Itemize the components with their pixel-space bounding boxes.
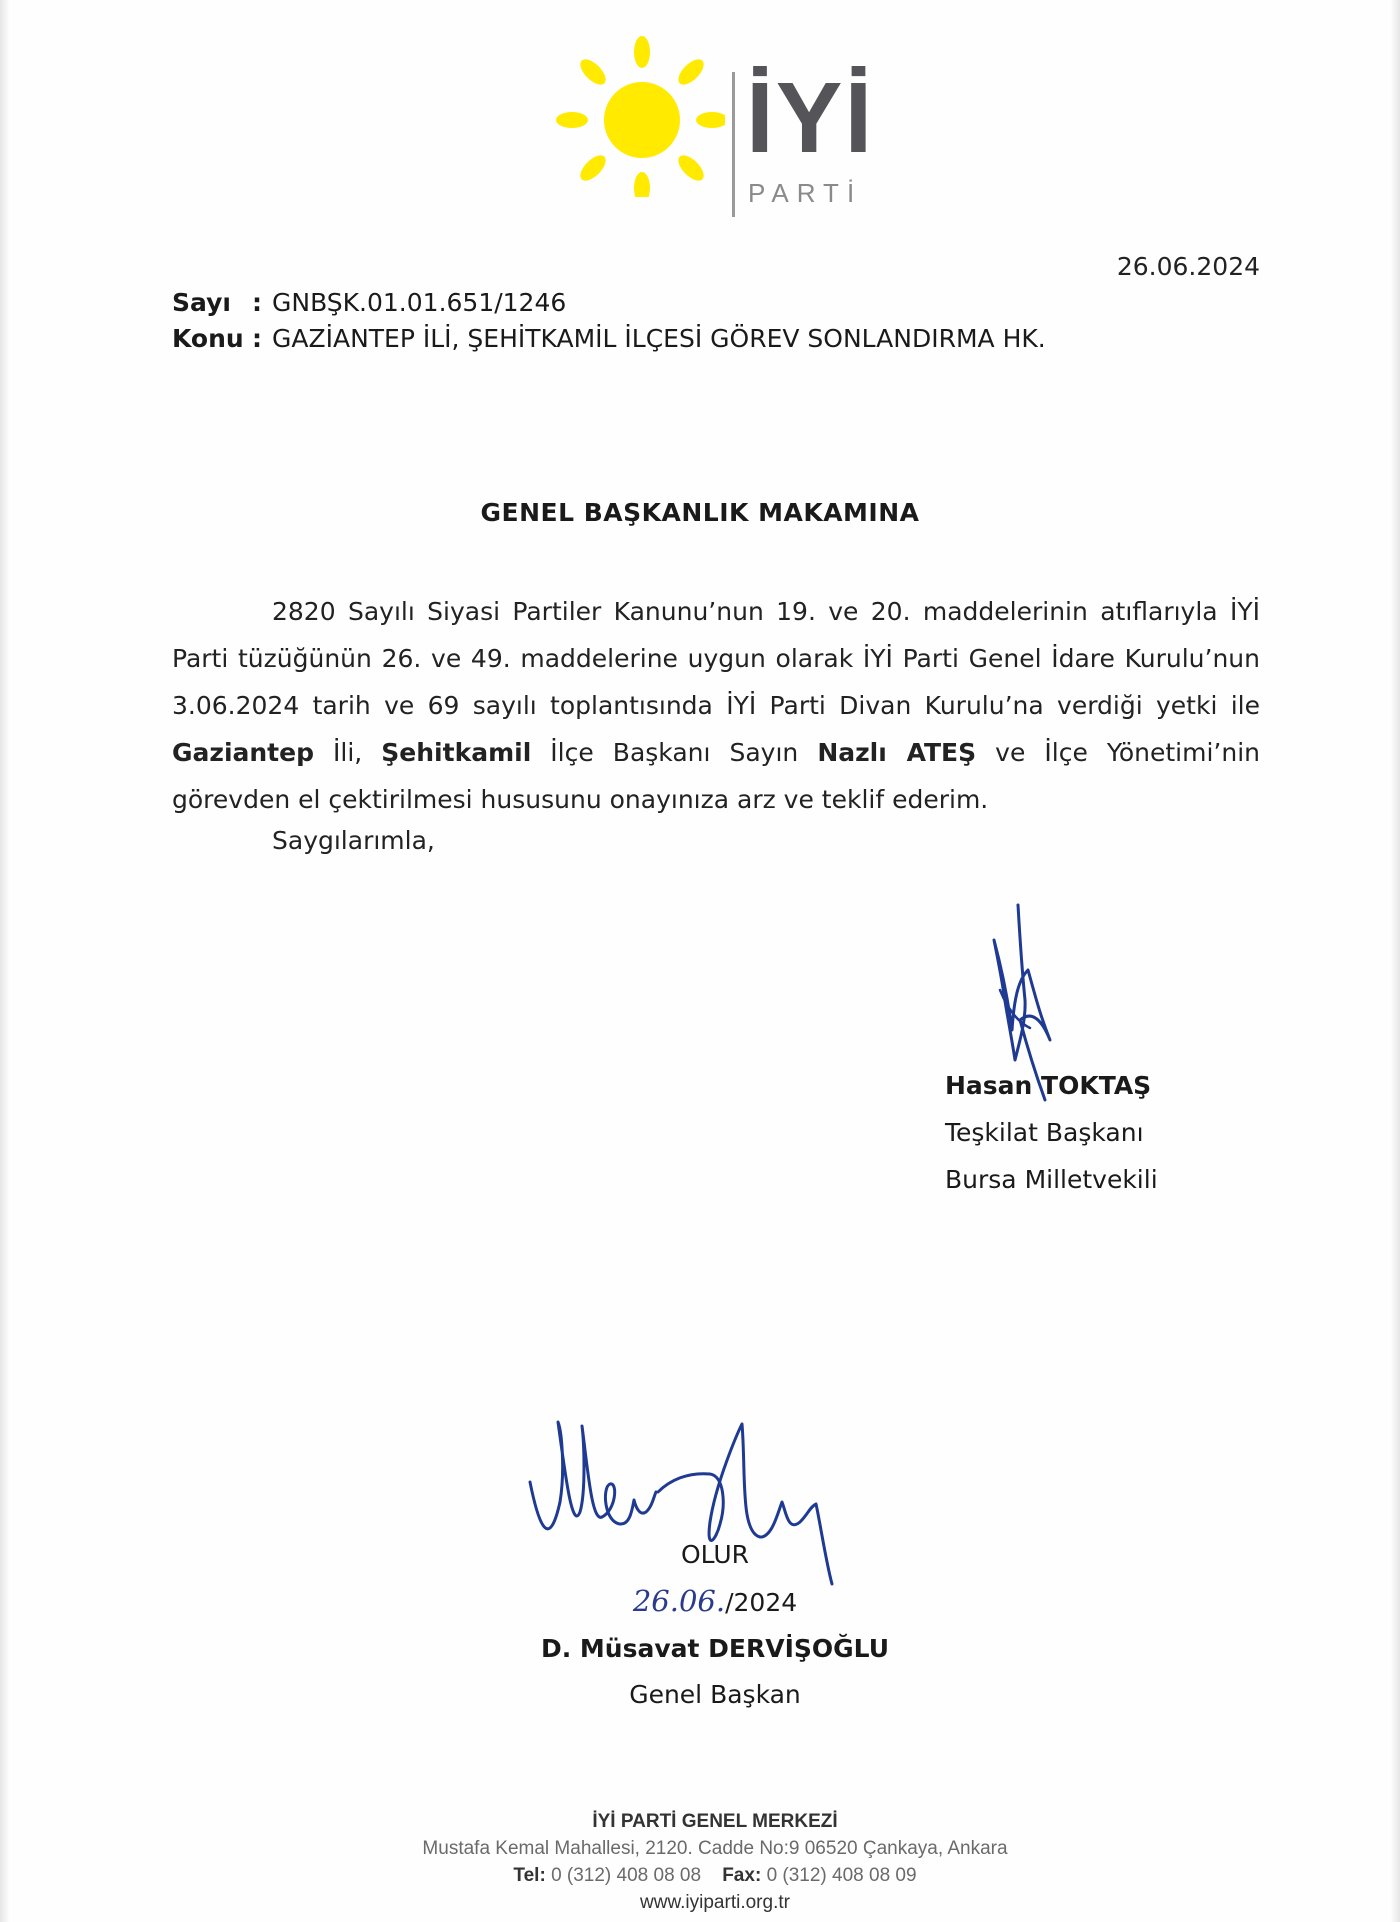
footer-tel: 0 (312) 408 08 08 <box>551 1865 702 1886</box>
logo-divider <box>732 72 735 217</box>
footer-tel-label: Tel: <box>513 1865 546 1886</box>
approval-date <box>0 1578 1400 1626</box>
document-meta <box>172 285 1046 357</box>
letter-body <box>172 588 1260 823</box>
logo-subtitle: PARTİ <box>748 178 863 208</box>
konu-value: GAZİANTEP İLİ, ŞEHİTKAMİL İLÇESİ GÖREV SONLANDIRMA HK. <box>272 324 1046 353</box>
body-text-4: ve İlçe Yönetimi’nin görevden el çektirilmesi hususunu onayınıza arz ve teklif ederim. <box>172 738 1260 814</box>
party-logo <box>550 32 875 208</box>
body-text-3: İlçe Başkanı Sayın <box>531 738 818 767</box>
approver-title: Genel Başkan <box>629 1680 801 1709</box>
body-bold-person: Nazlı ATEŞ <box>817 738 977 767</box>
signer-title: Teşkilat Başkanı <box>945 1118 1144 1147</box>
sayi-colon: : <box>252 288 262 317</box>
sayi-row <box>172 285 1046 321</box>
signer-name: Hasan TOKTAŞ <box>945 1071 1152 1100</box>
footer-website: www.iyiparti.org.tr <box>640 1892 790 1913</box>
body-bold-province: Gaziantep <box>172 738 314 767</box>
footer-contact <box>0 1862 1400 1889</box>
sun-icon <box>550 32 725 197</box>
sayi-label: Sayı <box>172 288 231 317</box>
footer-fax: 0 (312) 408 08 09 <box>766 1865 917 1886</box>
approval-olur: OLUR <box>680 1540 750 1569</box>
approval-year: /2024 <box>725 1588 798 1617</box>
letterhead-footer <box>0 1808 1400 1916</box>
signer-subtitle: Bursa Milletvekili <box>945 1165 1158 1194</box>
closing-salutation: Saygılarımla, <box>272 826 435 855</box>
signer-block <box>945 1062 1158 1203</box>
footer-address: Mustafa Kemal Mahallesi, 2120. Cadde No:9 06520 Çankaya, Ankara <box>422 1838 1008 1859</box>
body-text-1: 2820 Sayılı Siyasi Partiler Kanunu’nun 19. ve 20. maddelerinin atıflarıyla İYİ Parti tüzüğünün 26. ve 49. maddelerine uygun olarak İYİ Parti Genel İdare Kurulu’nun 3.06.2024 tarih ve 69 sayılı toplantısında İYİ Parti Divan Kurulu’na verdiği yetki ile <box>172 597 1260 720</box>
body-text-2: İli, <box>313 738 382 767</box>
logo-wordmark: İYİ <box>746 62 875 174</box>
sayi-value: GNBŞK.01.01.651/1246 <box>272 288 567 317</box>
konu-colon: : <box>252 324 262 353</box>
body-bold-district: Şehitkamil <box>381 738 532 767</box>
approval-handwritten-date: 26.06. <box>632 1584 726 1618</box>
konu-row <box>172 321 1046 357</box>
body-paragraph <box>172 588 1260 823</box>
addressee-heading: GENEL BAŞKANLIK MAKAMINA <box>480 498 920 527</box>
document-date: 26.06.2024 <box>1116 252 1260 281</box>
footer-fax-label: Fax: <box>722 1865 762 1886</box>
approval-block <box>0 1532 1400 1718</box>
footer-org: İYİ PARTİ GENEL MERKEZİ <box>592 1811 838 1832</box>
konu-label: Konu <box>172 324 244 353</box>
approver-name: D. Müsavat DERVİŞOĞLU <box>540 1634 890 1663</box>
